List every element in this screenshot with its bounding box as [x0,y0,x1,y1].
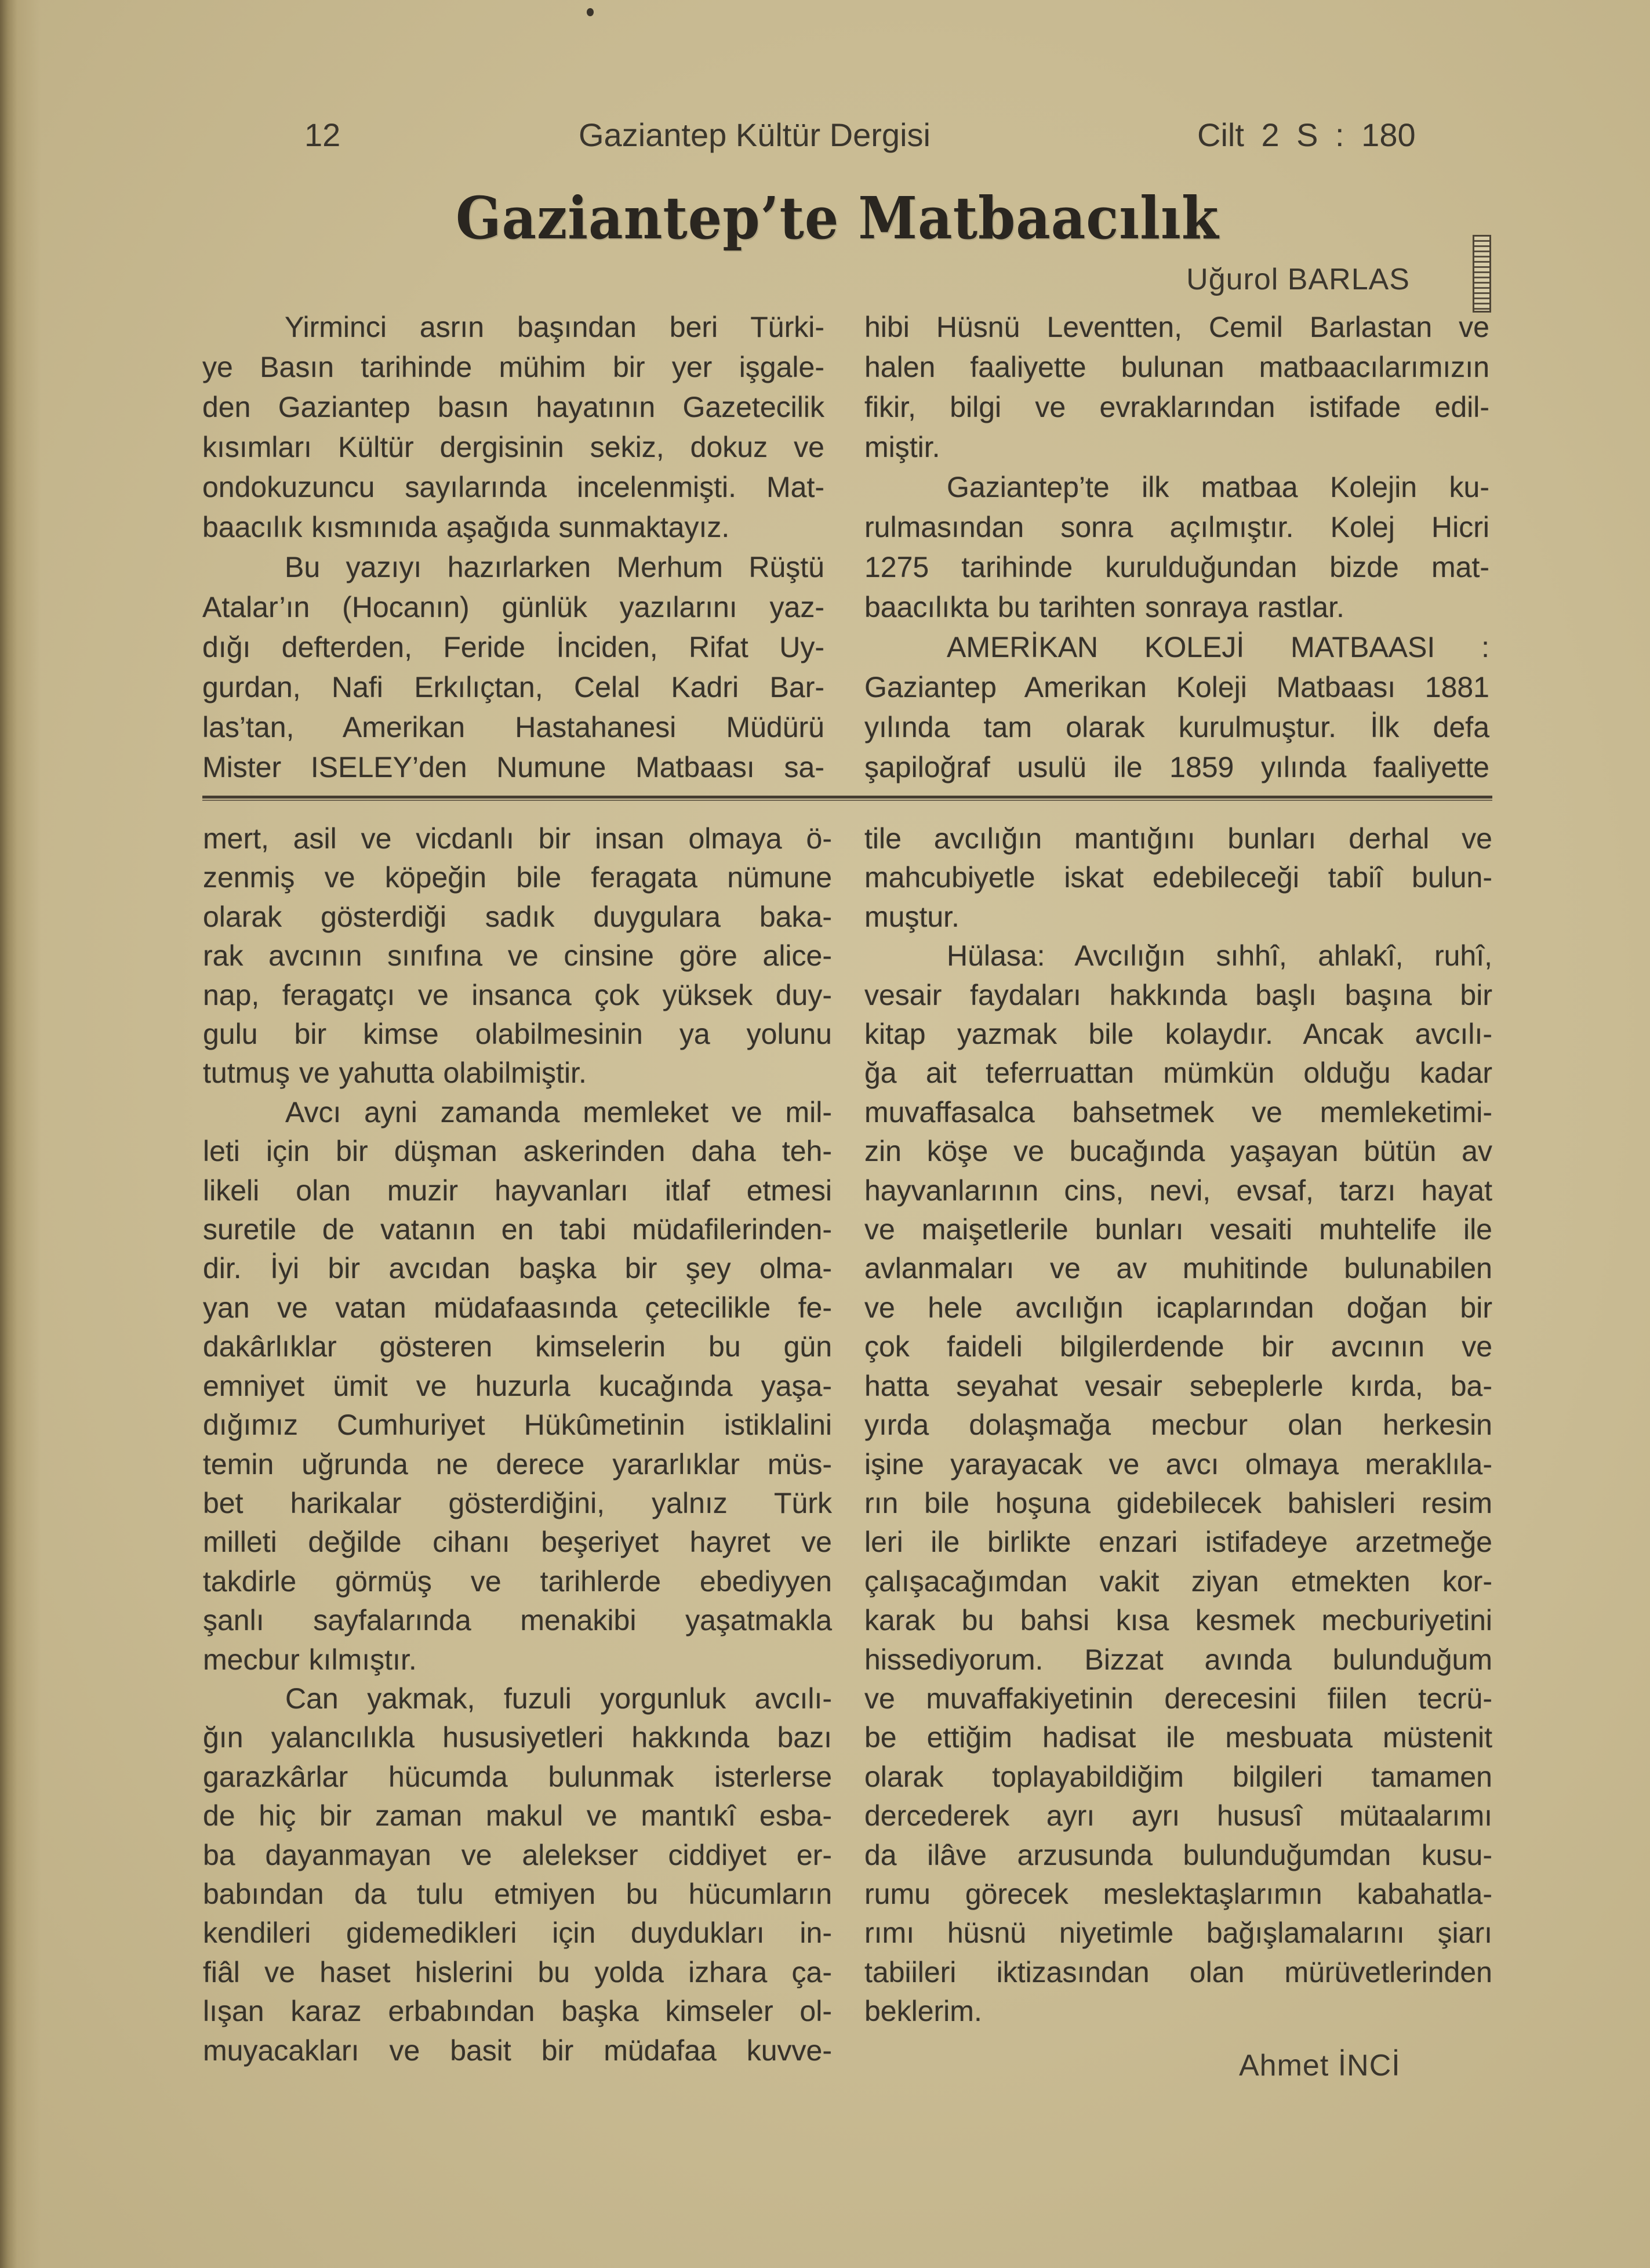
text-line: mert, asil ve vicdanlı bir insan olmaya ö- [203,822,832,855]
text-line: rımı hüsnü niyetimle bağışlamalarını şiarı [864,1917,1492,1950]
paragraph [864,307,1489,467]
text-line: Atalar’ın (Hocanın) günlük yazılarını yaz- [202,591,824,623]
text-line: Gaziantep Amerikan Koleji Matbaası 1881 [864,671,1489,703]
paragraph [203,1679,832,2070]
text-line: AMERİKAN KOLEJİ MATBAASI : [947,631,1489,663]
text-line: çalışacağımdan vakit ziyan etmekten kor- [864,1565,1492,1598]
paragraph [864,627,1489,788]
text-line: işine yarayacak ve avcı olmaya meraklıla- [864,1447,1492,1480]
paragraph [203,819,832,1093]
page-number: 12 [304,117,341,153]
text-line: yırda dolaşmağa mecbur olan herkesin [864,1409,1492,1442]
text-line: baacılık kısmınıda aşağıda sunmaktayız. [202,511,730,543]
text-line: dığımız Cumhuriyet Hükûmetinin istiklalini [203,1409,832,1442]
paragraph [864,467,1489,627]
text-line: den Gaziantep basın hayatının Gazetecilik [202,391,824,423]
text-line: tile avcılığın mantığını bunları derhal ve [864,822,1492,855]
text-line: garazkârlar hücumda bulunmak isterlerse [203,1760,832,1793]
text-line: ğın yalancılıkla hususiyetleri hakkında bazı [203,1721,832,1754]
text-line: karak bu bahsi kısa kesmek mecburiyetini [864,1604,1492,1637]
text-line: çok faideli bilgilerdende bir avcının ve [864,1330,1492,1363]
text-line: zin köşe ve bucağında yaşayan bütün av [864,1135,1492,1168]
text-line: ğa ait teferruattan mümkün olduğu kadar [864,1057,1492,1090]
text-line: tutmuş ve yahutta olabilmiştir. [203,1057,587,1090]
text-line: suretile de vatanın en tabi müdafilerinden- [203,1213,832,1246]
text-line: emniyet ümit ve huzurla kucağında yaşa- [203,1369,832,1402]
text-line: hayvanlarının cins, nevi, evsaf, tarzı hayat [864,1174,1492,1207]
text-line: olarak toplayabildiğim bilgileri tamamen [864,1760,1492,1793]
text-line: baacılıkta bu tarihten sonraya rastlar. [864,591,1344,623]
text-line: fikir, bilgi ve evraklarından istifade edil- [864,391,1489,423]
text-line: ve maişetlerile bunları vesaiti muhtelife ile [864,1213,1492,1246]
text-line: beklerim. [864,1995,982,2028]
text-line: Avcı ayni zamanda memleket ve mil- [285,1095,832,1128]
text-line: Hülasa: Avcılığın sıhhî, ahlakî, ruhî, [947,939,1492,972]
paragraph [864,937,1492,2031]
text-line: kısımları Kültür dergisinin sekiz, dokuz ve [202,431,824,463]
text-line: fiâl ve haset hislerini bu yolda izhara ça- [203,1955,832,1988]
paragraph [864,819,1492,937]
text-line: rın bile hoşuna gidebilecek bahisleri resim [864,1486,1492,1519]
text-line: muvaffasalca bahsetmek ve memleketimi- [864,1095,1492,1128]
section-divider-rule [202,796,1492,801]
text-line: ba dayanmayan ve alelekser ciddiyet er- [203,1838,832,1871]
ink-speck [587,8,594,16]
text-line: ondokuzuncu sayılarında incelenmişti. Mat- [202,471,824,503]
text-line: kitap yazmak bile kolaydır. Ancak avcılı- [864,1018,1492,1051]
text-line: hibi Hüsnü Leventten, Cemil Barlastan ve [864,311,1489,343]
text-line: dercederek ayrı ayrı hususî mütaalarımı [864,1799,1492,1832]
text-line: nap, feragatçı ve insanca çok yüksek duy- [203,978,832,1011]
lower-section-author: Ahmet İNCİ [1239,2049,1401,2082]
text-line: gurdan, Nafi Erkılıçtan, Celal Kadri Bar- [202,671,824,703]
text-line: Yirminci asrın başından beri Türki- [285,311,824,343]
text-line: vesair faydaları hakkında başlı başına bir [864,978,1492,1011]
text-line: muştur. [864,900,960,933]
text-line: kendileri gidemedikleri için duydukları in- [203,1917,832,1950]
text-line: ye Basın tarihinde mühim bir yer işgale- [202,351,824,383]
text-line: be ettiğim hadisat ile mesbuata müstenit [864,1721,1492,1754]
article-column-left [202,307,824,788]
text-line: tabiileri iktizasından olan mürüvetlerinden [864,1955,1492,1988]
text-line: Gaziantep’te ilk matbaa Kolejin ku- [947,471,1489,503]
text-line: rak avcının sınıfına ve cinsine göre alice- [203,939,832,972]
text-line: Can yakmak, fuzuli yorgunluk avcılı- [285,1682,832,1715]
text-line: temin uğrunda ne derece yararlıklar müs- [203,1447,832,1480]
text-line: leri ile birlikte enzari istifadeye arzetmeğe [864,1526,1492,1559]
text-line: dir. İyi bir avcıdan başka bir şey olma- [203,1252,832,1285]
text-line: Mister ISELEY’den Numune Matbaası sa- [202,751,824,783]
text-line: de hiç bir zaman makul ve mantıkî esba- [203,1799,832,1832]
text-line: avlanmaları ve av muhitinde bulunabilen [864,1252,1492,1285]
library-stamp [1473,235,1491,313]
text-line: hatta seyahat vesair sebeplerle kırda, ba- [864,1369,1492,1402]
text-line: bet harikalar gösterdiğini, yalnız Türk [203,1486,832,1519]
text-line: milleti değilde cihanı beşeriyet hayret ve [203,1526,832,1559]
text-line: yılında tam olarak kurulmuştur. İlk defa [864,711,1489,743]
text-line: 1275 tarihinde kurulduğundan bizde mat- [864,551,1489,583]
text-line: şapiloğraf usulü ile 1859 yılında faaliyette [864,751,1489,783]
text-line: Bu yazıyı hazırlarken Merhum Rüştü [285,551,824,583]
text-line: gulu bir kimse olabilmesinin ya yolunu [203,1018,832,1051]
text-line: las’tan, Amerikan Hastahanesi Müdürü [202,711,824,743]
journal-title: Gaziantep Kültür Dergisi [579,117,931,153]
text-line: lışan karaz erbabından başka kimseler ol- [203,1995,832,2028]
text-line: mahcubiyetle iskat edebileceği tabiî bulun- [864,861,1492,894]
text-line: leti için bir düşman askerinden daha teh- [203,1135,832,1168]
volume-issue: Cilt 2 S : 180 [1197,117,1416,153]
text-line: hissediyorum. Bizzat avında bulunduğum [864,1643,1492,1676]
text-line: likeli olan muzir hayvanları itlaf etmesi [203,1174,832,1207]
lower-column-right [864,819,1492,2031]
text-line: rulmasından sonra açılmıştır. Kolej Hicri [864,511,1489,543]
lower-column-left [203,819,832,2070]
text-line: rumu görecek meslektaşlarımın kabahatla- [864,1877,1492,1910]
text-line: babından da tulu etmiyen bu hücumların [203,1877,832,1910]
text-line: dakârlıklar gösteren kimselerin bu gün [203,1330,832,1363]
text-line: şanlı sayfalarında menakibi yaşatmakla [203,1604,832,1637]
text-line: ve muvaffakiyetinin derecesini fiilen tecrü- [864,1682,1492,1715]
text-line: miştir. [864,431,940,463]
text-line: ve hele avcılığın icaplarından doğan bir [864,1291,1492,1324]
text-line: dığı defterden, Feride İnciden, Rifat Uy- [202,631,824,663]
text-line: halen faaliyette bulunan matbaacılarımızın [864,351,1489,383]
text-line: mecbur kılmıştır. [203,1643,417,1676]
text-line: muyacakları ve basit bir müdafaa kuvve- [203,2034,832,2067]
page-binding-edge [0,0,41,2268]
text-line: yan ve vatan müdafaasında çetecilikle fe- [203,1291,832,1324]
text-line: olarak gösterdiği sadık duygulara baka- [203,900,832,933]
article-title: Gaziantep’te Matbaacılık [456,184,1219,252]
paragraph [202,307,824,547]
article-author: Uğurol BARLAS [1186,263,1410,296]
paragraph [203,1093,832,1679]
paragraph [202,547,824,788]
text-line: da ilâve arzusunda bulunduğumdan kusu- [864,1838,1492,1871]
text-line: zenmiş ve köpeğin bile feragata nümune [203,861,832,894]
text-line: takdirle görmüş ve tarihlerde ebediyyen [203,1565,832,1598]
article-column-right [864,307,1489,788]
